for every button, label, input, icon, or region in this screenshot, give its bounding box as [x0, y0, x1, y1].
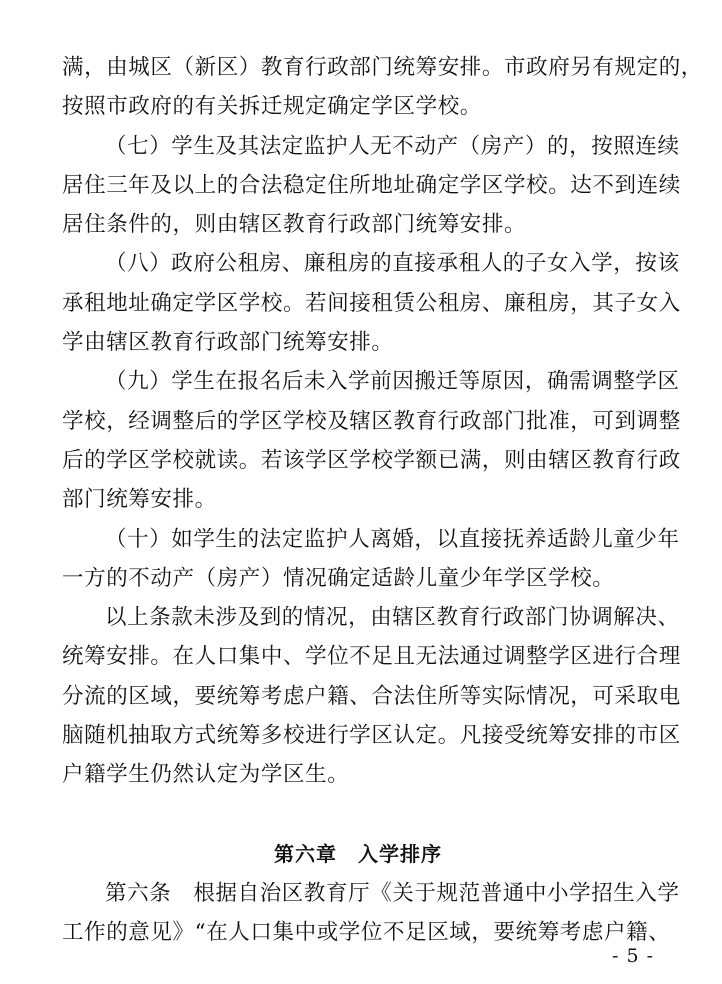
text-line: 后的学区学校就读。若该学区学校学额已满，则由辖区教育行政	[62, 447, 681, 473]
text-line: 工作的意见》“在人口集中或学位不足区域，要统筹考虑户籍、	[62, 919, 671, 945]
text-line: （七）学生及其法定监护人无不动产（房产）的，按照连续	[105, 133, 680, 159]
text-line: 按照市政府的有关拆迁规定确定学区学校。	[62, 94, 482, 120]
text-line: 部门统筹安排。	[62, 487, 217, 513]
paragraph-item-8	[62, 244, 681, 362]
text-line: 统筹安排。在人口集中、学位不足且无法通过调整学区进行合理	[62, 644, 681, 670]
text-line: 学由辖区教育行政部门统筹安排。	[62, 330, 394, 356]
paragraph-summary	[62, 598, 681, 794]
text-line: 户籍学生仍然认定为学区生。	[62, 762, 350, 788]
text-line: （八）政府公租房、廉租房的直接承租人的子女入学，按该	[105, 251, 680, 277]
page-number: - 5 -	[611, 945, 654, 967]
text-line: 居住三年及以上的合法稳定住所地址确定学区学校。达不到连续	[62, 172, 681, 198]
text-line: 学校，经调整后的学区学校及辖区教育行政部门批准，可到调整	[62, 408, 681, 434]
paragraph-item-7	[62, 127, 681, 245]
text-line: 居住条件的，则由辖区教育行政部门统筹安排。	[62, 212, 527, 238]
paragraph-item-10	[62, 520, 680, 599]
text-line: 脑随机抽取方式统筹多校进行学区认定。凡接受统筹安排的市区	[62, 723, 681, 749]
text-line: 以上条款未涉及到的情况，由辖区教育行政部门协调解决、	[105, 605, 680, 631]
paragraph-article-6	[62, 874, 680, 953]
text-line: （十）如学生的法定监护人离婚，以直接抚养适龄儿童少年	[105, 526, 680, 552]
text-line: 一方的不动产（房产）情况确定适龄儿童少年学区学校。	[62, 565, 615, 591]
document-body	[62, 48, 703, 952]
text-line: 第六条 根据自治区教育厅《关于规范普通中小学招生入学	[105, 880, 680, 906]
paragraph-item-9	[62, 362, 681, 519]
text-line: 承租地址确定学区学校。若间接租赁公租房、廉租房，其子女入	[62, 290, 681, 316]
text-line: 满，由城区（新区）教育行政部门统筹安排。市政府另有规定的，	[62, 55, 703, 80]
chapter-heading: 第六章 入学排序	[274, 841, 442, 866]
paragraph-continuation	[62, 48, 703, 127]
text-line: 分流的区域，要统筹考虑户籍、合法住所等实际情况，可采取电	[62, 683, 681, 709]
text-line: （九）学生在报名后未入学前因搬迁等原因，确需调整学区	[105, 369, 680, 395]
